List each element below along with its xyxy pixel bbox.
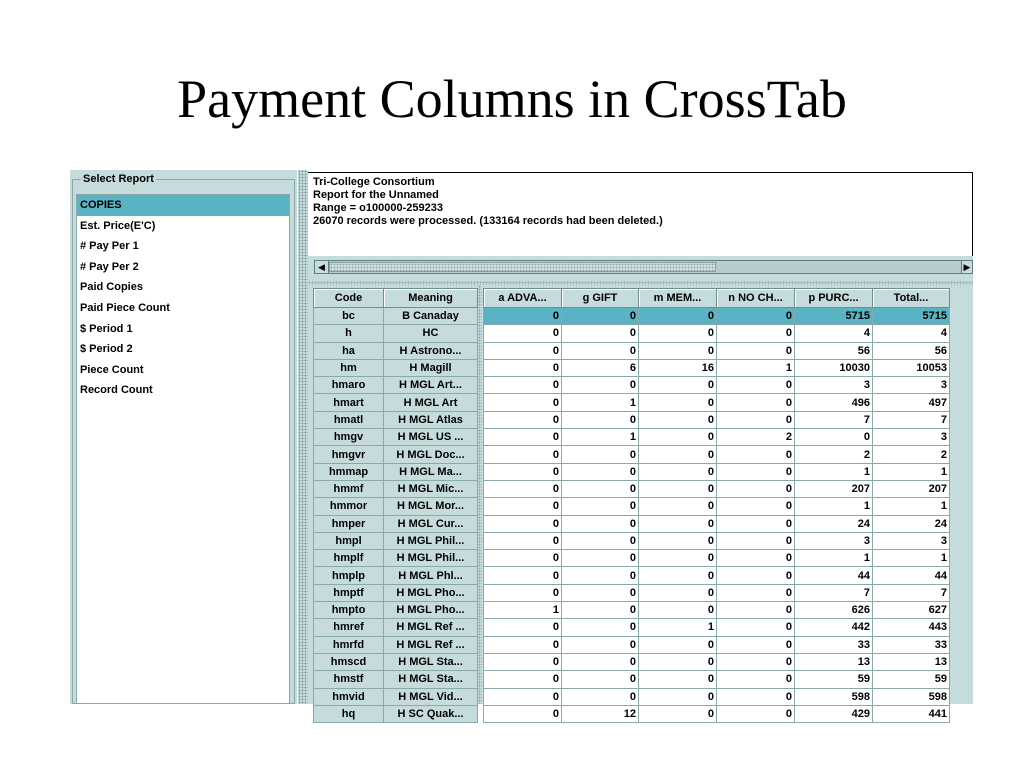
report-list[interactable] <box>76 194 290 704</box>
scroll-thumb[interactable] <box>329 262 716 272</box>
cell-value[interactable]: 3 <box>795 377 873 394</box>
slide-title: Payment Columns in CrossTab <box>177 69 847 129</box>
cell-meaning[interactable]: HC <box>384 325 478 342</box>
cell-code[interactable]: hmscd <box>314 653 384 670</box>
table-row[interactable] <box>484 411 950 428</box>
cell-meaning[interactable]: H MGL Sta... <box>384 671 478 688</box>
cell-value[interactable]: 0 <box>484 325 562 342</box>
cell-value[interactable]: 0 <box>639 705 717 722</box>
cell-value[interactable]: 6 <box>562 359 639 376</box>
report-item[interactable]: Record Count <box>80 384 153 397</box>
cell-value[interactable]: 24 <box>795 515 873 532</box>
info-records: 26070 records were processed. (133164 records had been deleted.) <box>313 215 663 227</box>
cell-value[interactable]: 2 <box>795 446 873 463</box>
vertical-splitter[interactable] <box>298 170 308 704</box>
cell-value[interactable]: 0 <box>717 584 795 601</box>
cell-value[interactable]: 0 <box>562 567 639 584</box>
table-row[interactable] <box>484 515 950 532</box>
cell-code[interactable]: hmplp <box>314 567 384 584</box>
cell-code[interactable]: hmmf <box>314 480 384 497</box>
cell-value[interactable]: 0 <box>717 308 795 325</box>
table-row[interactable] <box>484 619 950 636</box>
cell-value[interactable]: 0 <box>717 550 795 567</box>
column-header[interactable]: n NO CH... <box>717 289 795 308</box>
cell-value[interactable]: 1 <box>795 463 873 480</box>
cell-code[interactable]: hmpto <box>314 602 384 619</box>
cell-code[interactable]: hmgvr <box>314 446 384 463</box>
report-item[interactable]: $ Period 1 <box>80 322 133 335</box>
cell-value[interactable]: 0 <box>484 498 562 515</box>
cell-value[interactable]: 0 <box>717 636 795 653</box>
scroll-right-arrow-icon[interactable]: ▶ <box>961 261 972 273</box>
cell-value[interactable]: 0 <box>562 325 639 342</box>
cell-value[interactable]: 0 <box>717 325 795 342</box>
cell-value[interactable]: 0 <box>484 550 562 567</box>
cell-value[interactable]: 7 <box>873 584 950 601</box>
table-row[interactable] <box>484 446 950 463</box>
cell-value[interactable]: 496 <box>795 394 873 411</box>
cell-value[interactable]: 0 <box>717 705 795 722</box>
table-row[interactable] <box>314 446 478 463</box>
cell-value[interactable]: 0 <box>562 550 639 567</box>
cell-value[interactable]: 44 <box>795 567 873 584</box>
report-item[interactable]: Paid Piece Count <box>80 301 170 314</box>
table-row[interactable] <box>314 429 478 446</box>
cell-value[interactable]: 0 <box>639 446 717 463</box>
table-row[interactable] <box>484 429 950 446</box>
column-header-meaning[interactable]: Meaning <box>384 289 478 308</box>
cell-value[interactable]: 0 <box>639 550 717 567</box>
cell-value[interactable]: 0 <box>639 602 717 619</box>
cell-value[interactable]: 0 <box>639 411 717 428</box>
cell-value[interactable]: 2 <box>873 446 950 463</box>
cell-value[interactable]: 1 <box>562 394 639 411</box>
cell-value[interactable]: 44 <box>873 567 950 584</box>
column-header[interactable]: m MEM... <box>639 289 717 308</box>
table-row[interactable] <box>484 342 950 359</box>
cell-value[interactable]: 598 <box>873 688 950 705</box>
cell-meaning[interactable]: H MGL Doc... <box>384 446 478 463</box>
cell-value[interactable]: 3 <box>873 532 950 549</box>
cell-value[interactable]: 5715 <box>795 308 873 325</box>
table-row[interactable] <box>314 515 478 532</box>
table-row[interactable] <box>314 602 478 619</box>
cell-value[interactable]: 3 <box>873 429 950 446</box>
cell-value[interactable]: 10030 <box>795 359 873 376</box>
cell-meaning[interactable]: H MGL Ref ... <box>384 619 478 636</box>
select-report-legend: Select Report <box>83 173 154 185</box>
cell-value[interactable]: 56 <box>795 342 873 359</box>
cell-code[interactable]: hmmor <box>314 498 384 515</box>
cell-value[interactable]: 0 <box>717 394 795 411</box>
cell-value[interactable]: 627 <box>873 602 950 619</box>
cell-code[interactable]: hq <box>314 705 384 722</box>
cell-value[interactable]: 0 <box>562 688 639 705</box>
cell-meaning[interactable]: H MGL Mor... <box>384 498 478 515</box>
cell-value[interactable]: 0 <box>484 584 562 601</box>
cell-value[interactable]: 441 <box>873 705 950 722</box>
cell-value[interactable]: 0 <box>717 653 795 670</box>
cell-value[interactable]: 0 <box>484 619 562 636</box>
cell-value[interactable]: 1 <box>717 359 795 376</box>
cell-value[interactable]: 0 <box>484 377 562 394</box>
cell-value[interactable]: 1 <box>484 602 562 619</box>
cell-value[interactable]: 33 <box>795 636 873 653</box>
table-row[interactable] <box>484 359 950 376</box>
table-row[interactable] <box>314 705 478 722</box>
cell-code[interactable]: hmart <box>314 394 384 411</box>
cell-value[interactable]: 4 <box>795 325 873 342</box>
cell-value[interactable]: 0 <box>639 480 717 497</box>
cell-value[interactable]: 0 <box>717 532 795 549</box>
cell-value[interactable]: 0 <box>639 498 717 515</box>
cell-meaning[interactable]: H Astrono... <box>384 342 478 359</box>
table-row[interactable] <box>314 532 478 549</box>
cell-value[interactable]: 0 <box>562 480 639 497</box>
report-info-area <box>308 172 973 256</box>
cell-meaning[interactable]: H MGL Cur... <box>384 515 478 532</box>
cell-value[interactable]: 0 <box>639 325 717 342</box>
cell-value[interactable]: 0 <box>484 515 562 532</box>
table-row[interactable] <box>484 325 950 342</box>
cell-code[interactable]: ha <box>314 342 384 359</box>
table-row[interactable] <box>484 636 950 653</box>
cell-code[interactable]: hmstf <box>314 671 384 688</box>
cell-value[interactable]: 2 <box>717 429 795 446</box>
cell-code[interactable]: hmrfd <box>314 636 384 653</box>
cell-value[interactable]: 0 <box>562 671 639 688</box>
cell-value[interactable]: 10053 <box>873 359 950 376</box>
column-header[interactable]: p PURC... <box>795 289 873 308</box>
crosstab-area <box>308 285 973 720</box>
cell-value[interactable]: 59 <box>873 671 950 688</box>
cell-value[interactable]: 0 <box>562 602 639 619</box>
table-row[interactable] <box>484 308 950 325</box>
cell-value[interactable]: 0 <box>562 377 639 394</box>
cell-value[interactable]: 0 <box>562 308 639 325</box>
scroll-left-arrow-icon[interactable]: ◀ <box>315 261 329 273</box>
cell-value[interactable]: 13 <box>873 653 950 670</box>
cell-value[interactable]: 626 <box>795 602 873 619</box>
cell-meaning[interactable]: H MGL Art... <box>384 377 478 394</box>
table-row[interactable] <box>484 463 950 480</box>
cell-value[interactable]: 0 <box>717 480 795 497</box>
cell-value[interactable]: 0 <box>639 342 717 359</box>
cell-code[interactable]: hmmap <box>314 463 384 480</box>
cell-value[interactable]: 0 <box>484 688 562 705</box>
cell-value[interactable]: 0 <box>562 636 639 653</box>
cell-value[interactable]: 0 <box>484 446 562 463</box>
cell-value[interactable]: 0 <box>717 446 795 463</box>
table-row[interactable] <box>484 498 950 515</box>
cell-value[interactable]: 1 <box>873 463 950 480</box>
cell-value[interactable]: 0 <box>717 671 795 688</box>
horizontal-scrollbar[interactable] <box>314 260 973 274</box>
report-item[interactable]: Est. Price(E'C) <box>80 219 156 232</box>
cell-code[interactable]: hmvid <box>314 688 384 705</box>
table-row[interactable] <box>484 532 950 549</box>
table-row[interactable] <box>314 550 478 567</box>
table-row[interactable] <box>314 480 478 497</box>
cell-meaning[interactable]: H MGL Sta... <box>384 653 478 670</box>
cell-value[interactable]: 33 <box>873 636 950 653</box>
info-institution: Tri-College Consortium <box>313 176 435 188</box>
cell-meaning[interactable]: H MGL Vid... <box>384 688 478 705</box>
cell-meaning[interactable]: H MGL Phil... <box>384 532 478 549</box>
cell-value[interactable]: 56 <box>873 342 950 359</box>
table-row[interactable] <box>484 671 950 688</box>
table-row[interactable] <box>484 584 950 601</box>
cell-value[interactable]: 0 <box>639 532 717 549</box>
cell-value[interactable]: 429 <box>795 705 873 722</box>
cell-value[interactable]: 0 <box>562 342 639 359</box>
table-row[interactable] <box>484 602 950 619</box>
cell-value[interactable]: 1 <box>639 619 717 636</box>
cell-value[interactable]: 0 <box>717 463 795 480</box>
cell-value[interactable]: 0 <box>562 653 639 670</box>
cell-value[interactable]: 0 <box>562 498 639 515</box>
report-item[interactable]: Piece Count <box>80 363 144 376</box>
table-row[interactable] <box>314 688 478 705</box>
table-row[interactable] <box>314 325 478 342</box>
cell-value[interactable]: 3 <box>795 532 873 549</box>
cell-value[interactable]: 0 <box>639 584 717 601</box>
table-row[interactable] <box>484 653 950 670</box>
table-row[interactable] <box>314 498 478 515</box>
cell-code[interactable]: hmatl <box>314 411 384 428</box>
report-item[interactable]: # Pay Per 2 <box>80 260 139 273</box>
report-item[interactable]: $ Period 2 <box>80 343 133 356</box>
cell-value[interactable]: 5715 <box>873 308 950 325</box>
cell-value[interactable]: 0 <box>484 567 562 584</box>
row-key-table <box>313 288 478 723</box>
select-report-panel <box>70 170 297 704</box>
cell-value[interactable]: 0 <box>639 515 717 532</box>
cell-value[interactable]: 0 <box>639 671 717 688</box>
cell-meaning[interactable]: H MGL Ma... <box>384 463 478 480</box>
table-row[interactable] <box>314 636 478 653</box>
cell-value[interactable]: 0 <box>639 567 717 584</box>
cell-value[interactable]: 1 <box>562 429 639 446</box>
cell-code[interactable]: bc <box>314 308 384 325</box>
column-header-code[interactable]: Code <box>314 289 384 308</box>
crosstab-values-table <box>483 288 950 723</box>
cell-value[interactable]: 4 <box>873 325 950 342</box>
cell-meaning[interactable]: B Canaday <box>384 308 478 325</box>
cell-value[interactable]: 207 <box>873 480 950 497</box>
cell-value[interactable]: 7 <box>795 584 873 601</box>
cell-value[interactable]: 1 <box>873 550 950 567</box>
report-item[interactable]: COPIES <box>77 195 289 216</box>
cell-value[interactable]: 0 <box>717 498 795 515</box>
cell-value[interactable]: 13 <box>795 653 873 670</box>
cell-value[interactable]: 16 <box>639 359 717 376</box>
cell-meaning[interactable]: H MGL Phl... <box>384 567 478 584</box>
cell-value[interactable]: 1 <box>795 550 873 567</box>
cell-value[interactable]: 0 <box>717 411 795 428</box>
cell-value[interactable]: 24 <box>873 515 950 532</box>
cell-value[interactable]: 0 <box>484 705 562 722</box>
report-item[interactable]: Paid Copies <box>80 281 143 294</box>
cell-value[interactable]: 0 <box>484 653 562 670</box>
info-report-name: Report for the Unnamed <box>313 189 439 201</box>
cell-meaning[interactable]: H Magill <box>384 359 478 376</box>
cell-code[interactable]: hmgv <box>314 429 384 446</box>
cell-value[interactable]: 0 <box>795 429 873 446</box>
cell-value[interactable]: 1 <box>873 498 950 515</box>
cell-value[interactable]: 0 <box>639 377 717 394</box>
cell-code[interactable]: hmptf <box>314 584 384 601</box>
cell-value[interactable]: 0 <box>484 359 562 376</box>
cell-code[interactable]: h <box>314 325 384 342</box>
cell-value[interactable]: 207 <box>795 480 873 497</box>
cell-value[interactable]: 0 <box>639 429 717 446</box>
cell-value[interactable]: 497 <box>873 394 950 411</box>
cell-value[interactable]: 0 <box>717 688 795 705</box>
table-row[interactable] <box>314 308 478 325</box>
table-row[interactable] <box>314 394 478 411</box>
cell-value[interactable]: 1 <box>795 498 873 515</box>
cell-value[interactable]: 0 <box>639 308 717 325</box>
table-row[interactable] <box>314 359 478 376</box>
table-row[interactable] <box>314 619 478 636</box>
cell-value[interactable]: 0 <box>484 636 562 653</box>
table-row[interactable] <box>314 653 478 670</box>
cell-value[interactable]: 7 <box>873 411 950 428</box>
cell-meaning[interactable]: H MGL US ... <box>384 429 478 446</box>
cell-value[interactable]: 59 <box>795 671 873 688</box>
cell-value[interactable]: 0 <box>484 411 562 428</box>
cell-value[interactable]: 0 <box>639 653 717 670</box>
table-row[interactable] <box>484 394 950 411</box>
table-row[interactable] <box>314 584 478 601</box>
cell-value[interactable]: 598 <box>795 688 873 705</box>
cell-value[interactable]: 0 <box>484 480 562 497</box>
table-row[interactable] <box>314 342 478 359</box>
cell-value[interactable]: 0 <box>484 342 562 359</box>
cell-value[interactable]: 0 <box>484 429 562 446</box>
table-row[interactable] <box>484 567 950 584</box>
table-row[interactable] <box>484 480 950 497</box>
column-header[interactable]: g GIFT <box>562 289 639 308</box>
cell-meaning[interactable]: H MGL Phil... <box>384 550 478 567</box>
table-row[interactable] <box>484 705 950 722</box>
column-header[interactable]: a ADVA... <box>484 289 562 308</box>
cell-value[interactable]: 0 <box>484 671 562 688</box>
cell-code[interactable]: hmplf <box>314 550 384 567</box>
table-row[interactable] <box>314 671 478 688</box>
cell-value[interactable]: 0 <box>562 463 639 480</box>
cell-meaning[interactable]: H SC Quak... <box>384 705 478 722</box>
table-row[interactable] <box>314 411 478 428</box>
cell-value[interactable]: 0 <box>717 619 795 636</box>
cell-value[interactable]: 0 <box>484 532 562 549</box>
cell-value[interactable]: 0 <box>717 342 795 359</box>
cell-value[interactable]: 0 <box>717 602 795 619</box>
cell-value[interactable]: 0 <box>484 463 562 480</box>
cell-value[interactable]: 442 <box>795 619 873 636</box>
cell-value[interactable]: 0 <box>484 394 562 411</box>
cell-value[interactable]: 3 <box>873 377 950 394</box>
table-row[interactable] <box>484 377 950 394</box>
cell-value[interactable]: 0 <box>717 377 795 394</box>
cell-meaning[interactable]: H MGL Ref ... <box>384 636 478 653</box>
cell-value[interactable]: 0 <box>562 411 639 428</box>
cell-value[interactable]: 0 <box>562 532 639 549</box>
cell-code[interactable]: hm <box>314 359 384 376</box>
cell-value[interactable]: 0 <box>639 636 717 653</box>
cell-code[interactable]: hmaro <box>314 377 384 394</box>
cell-code[interactable]: hmref <box>314 619 384 636</box>
cell-meaning[interactable]: H MGL Art <box>384 394 478 411</box>
info-range: Range = o100000-259233 <box>313 202 443 214</box>
cell-value[interactable]: 0 <box>639 394 717 411</box>
table-splitter[interactable] <box>478 285 482 704</box>
table-row[interactable] <box>484 550 950 567</box>
cell-value[interactable]: 443 <box>873 619 950 636</box>
cell-value[interactable]: 0 <box>562 446 639 463</box>
cell-value[interactable]: 0 <box>562 619 639 636</box>
cell-value[interactable]: 0 <box>639 688 717 705</box>
cell-meaning[interactable]: H MGL Mic... <box>384 480 478 497</box>
cell-code[interactable]: hmpl <box>314 532 384 549</box>
cell-value[interactable]: 0 <box>562 515 639 532</box>
cell-meaning[interactable]: H MGL Pho... <box>384 584 478 601</box>
cell-value[interactable]: 0 <box>484 308 562 325</box>
cell-value[interactable]: 0 <box>717 567 795 584</box>
cell-value[interactable]: 0 <box>717 515 795 532</box>
cell-code[interactable]: hmper <box>314 515 384 532</box>
cell-value[interactable]: 7 <box>795 411 873 428</box>
column-header[interactable]: Total... <box>873 289 950 308</box>
cell-value[interactable]: 12 <box>562 705 639 722</box>
table-row[interactable] <box>314 463 478 480</box>
cell-meaning[interactable]: H MGL Pho... <box>384 602 478 619</box>
cell-meaning[interactable]: H MGL Atlas <box>384 411 478 428</box>
cell-value[interactable]: 0 <box>562 584 639 601</box>
table-row[interactable] <box>484 688 950 705</box>
report-item[interactable]: # Pay Per 1 <box>80 240 139 253</box>
table-row[interactable] <box>314 567 478 584</box>
cell-value[interactable]: 0 <box>639 463 717 480</box>
table-row[interactable] <box>314 377 478 394</box>
